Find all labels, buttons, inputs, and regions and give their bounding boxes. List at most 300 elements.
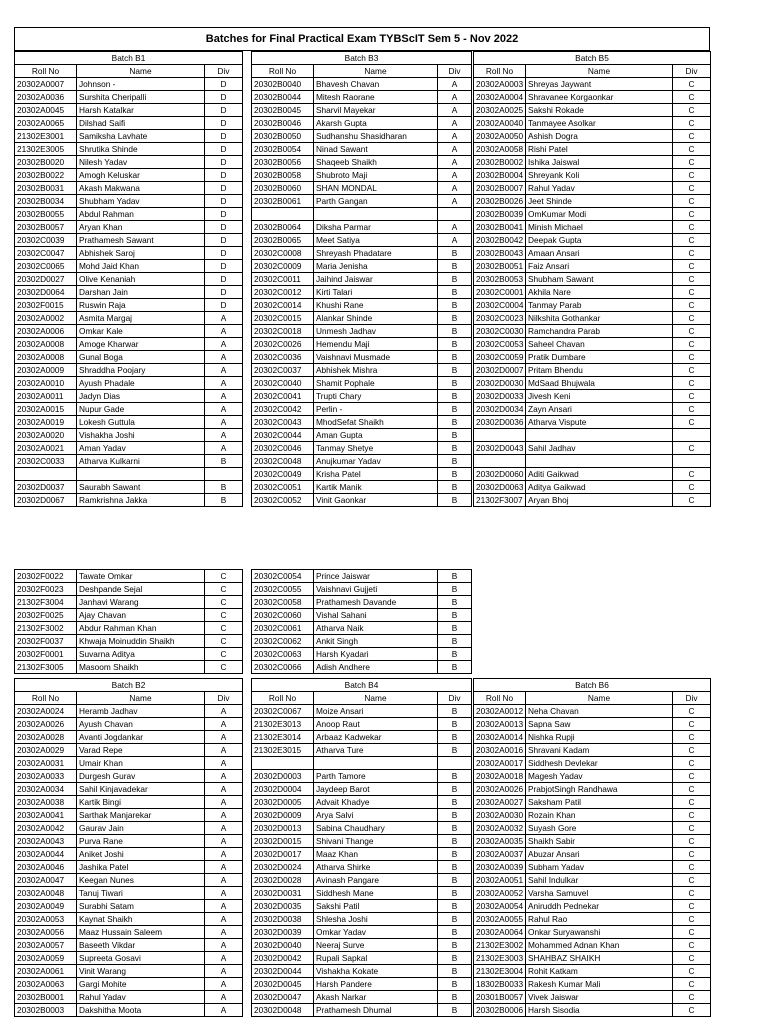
name-cell: Samiksha Lavhate [77, 130, 205, 143]
batch-label: Batch B4 [252, 679, 472, 692]
roll-no-cell: 20302B0006 [474, 1004, 526, 1017]
table-row [15, 661, 243, 674]
div-cell: C [673, 796, 711, 809]
roll-no-cell: 20302C0009 [252, 260, 314, 273]
table-row [15, 609, 243, 622]
roll-no-cell: 20302F0015 [15, 299, 77, 312]
table-row [474, 377, 711, 390]
table-row [15, 648, 243, 661]
roll-no-cell: 20302C0041 [252, 390, 314, 403]
div-cell: C [673, 991, 711, 1004]
name-cell: Sakshi Rokade [526, 104, 673, 117]
name-cell: Abhishek Mishra [314, 364, 438, 377]
name-cell: Aditya Gaikwad [526, 481, 673, 494]
table-row [474, 705, 711, 718]
roll-no-cell: 20302C0044 [252, 429, 314, 442]
table-row [474, 926, 711, 939]
name-cell: Harsh Kyadari [314, 648, 438, 661]
div-cell: A [205, 926, 243, 939]
column-header-row [252, 65, 472, 78]
name-cell: Abuzar Ansari [526, 848, 673, 861]
div-cell: C [673, 965, 711, 978]
table-row [15, 182, 243, 195]
roll-no-cell: 20302A0020 [15, 429, 77, 442]
div-cell: A [205, 809, 243, 822]
table-row [15, 783, 243, 796]
name-cell: Shlesha Joshi [314, 913, 438, 926]
name-cell: Nilkshita Gothankar [526, 312, 673, 325]
name-cell: Aryan Bhoj [526, 494, 673, 507]
table-row [252, 195, 472, 208]
document-title: Batches for Final Practical Exam TYBScIT Sem 5 - Nov 2022 [14, 27, 710, 51]
table-row [474, 442, 711, 455]
name-cell: Mohammed Adnan Khan [526, 939, 673, 952]
div-cell: A [205, 770, 243, 783]
roll-no-cell: 21302E3001 [15, 130, 77, 143]
name-cell: Supreeta Gosavi [77, 952, 205, 965]
table-row [15, 913, 243, 926]
div-cell [438, 208, 472, 221]
div-cell: A [205, 416, 243, 429]
table-row [252, 143, 472, 156]
name-cell: Kartik Manik [314, 481, 438, 494]
name-cell: Parth Tamore [314, 770, 438, 783]
table-row [474, 403, 711, 416]
div-cell: B [438, 900, 472, 913]
name-cell: SHAN MONDAL [314, 182, 438, 195]
table-row [252, 648, 472, 661]
table-row [252, 182, 472, 195]
table-row [15, 939, 243, 952]
roll-no-cell: 20302B0040 [252, 78, 314, 91]
name-cell: Diksha Parmar [314, 221, 438, 234]
div-cell: B [438, 570, 472, 583]
roll-no-cell: 20302C0004 [474, 299, 526, 312]
column-header-row [15, 692, 243, 705]
div-cell: C [673, 403, 711, 416]
name-cell: Rupali Sapkal [314, 952, 438, 965]
div-cell: B [438, 783, 472, 796]
name-cell: Vaishnavi Musmade [314, 351, 438, 364]
name-cell: Prince Jaiswar [314, 570, 438, 583]
batch-label-row [474, 52, 711, 65]
roll-no-cell: 20302C0023 [474, 312, 526, 325]
roll-no-cell: 20302D0013 [252, 822, 314, 835]
name-header: Name [526, 692, 673, 705]
roll-no-cell: 21302F3005 [15, 661, 77, 674]
roll-no-cell: 20302C0039 [15, 234, 77, 247]
name-cell: Harsh Sisodia [526, 1004, 673, 1017]
table-row [474, 143, 711, 156]
name-cell: Sapna Saw [526, 718, 673, 731]
div-cell: A [438, 143, 472, 156]
table-row [474, 429, 711, 442]
name-cell: Vinit Gaonkar [314, 494, 438, 507]
table-row [252, 965, 472, 978]
name-cell: Prathamesh Sawant [77, 234, 205, 247]
roll-no-cell: 20302B0060 [252, 182, 314, 195]
div-cell: C [673, 338, 711, 351]
name-cell: Baseeth Vikdar [77, 939, 205, 952]
name-cell: Mitesh Raorane [314, 91, 438, 104]
name-cell: Amoge Kharwar [77, 338, 205, 351]
div-cell: C [673, 887, 711, 900]
div-cell: C [673, 156, 711, 169]
name-cell: Atharva Vispute [526, 416, 673, 429]
table-row [474, 156, 711, 169]
roll-no-cell: 20302A0036 [15, 91, 77, 104]
div-cell: B [438, 965, 472, 978]
table-row [15, 169, 243, 182]
name-cell: Arbaaz Kadwekar [314, 731, 438, 744]
roll-no-cell [252, 757, 314, 770]
table-row [15, 273, 243, 286]
roll-no-cell: 20302B0051 [474, 260, 526, 273]
name-cell: Rahul Yadav [77, 991, 205, 1004]
name-cell: Shubroto Maji [314, 169, 438, 182]
roll-no-cell: 20302B0050 [252, 130, 314, 143]
roll-no-cell: 20302A0025 [474, 104, 526, 117]
table-row [474, 874, 711, 887]
roll-no-cell: 20302C0059 [474, 351, 526, 364]
roll-no-cell: 20302A0008 [15, 338, 77, 351]
table-row [15, 900, 243, 913]
name-cell [77, 468, 205, 481]
div-cell: D [205, 91, 243, 104]
name-cell: Minish Michael [526, 221, 673, 234]
name-cell: Sabina Chaudhary [314, 822, 438, 835]
table-row [15, 952, 243, 965]
name-cell: Aditi Gaikwad [526, 468, 673, 481]
table-row [474, 796, 711, 809]
roll-no-cell: 20302B0034 [15, 195, 77, 208]
name-cell: Tawate Omkar [77, 570, 205, 583]
roll-no-cell: 21302E3005 [15, 143, 77, 156]
name-cell: Vishal Sahani [314, 609, 438, 622]
table-row [15, 325, 243, 338]
div-cell: C [673, 744, 711, 757]
div-cell: C [673, 182, 711, 195]
roll-no-cell: 20302D0060 [474, 468, 526, 481]
div-cell: B [438, 835, 472, 848]
table-row [252, 429, 472, 442]
div-cell: B [438, 887, 472, 900]
table-row [15, 455, 243, 468]
name-cell: Ramchandra Parab [526, 325, 673, 338]
roll-no-cell: 20302C0053 [474, 338, 526, 351]
table-row [474, 260, 711, 273]
table-row [474, 900, 711, 913]
div-cell: B [438, 377, 472, 390]
roll-no-cell: 20302A0045 [15, 104, 77, 117]
table-row [252, 913, 472, 926]
name-cell: Nishka Rupji [526, 731, 673, 744]
roll-no-cell: 18302B0033 [474, 978, 526, 991]
div-cell: D [205, 182, 243, 195]
table-row [15, 143, 243, 156]
roll-no-cell: 20302A0026 [15, 718, 77, 731]
name-cell: Sharvil Mayekar [314, 104, 438, 117]
div-cell: D [205, 260, 243, 273]
table-row [15, 468, 243, 481]
table-row [15, 635, 243, 648]
name-cell: Parth Gangan [314, 195, 438, 208]
roll-no-cell: 20302A0040 [474, 117, 526, 130]
table-row [474, 952, 711, 965]
div-cell: D [205, 286, 243, 299]
div-cell: D [205, 247, 243, 260]
roll-no-cell: 20302A0028 [15, 731, 77, 744]
div-cell: A [205, 442, 243, 455]
roll-no-cell: 20302B0003 [15, 1004, 77, 1017]
roll-no-cell: 20302B0045 [252, 104, 314, 117]
name-cell: Ashish Dogra [526, 130, 673, 143]
table-row [252, 796, 472, 809]
name-cell: Neha Chavan [526, 705, 673, 718]
div-cell: B [438, 978, 472, 991]
table-row [15, 481, 243, 494]
div-cell: D [205, 104, 243, 117]
roll-no-cell: 20302C0054 [252, 570, 314, 583]
name-cell: Kirti Talari [314, 286, 438, 299]
roll-no-cell: 20302A0041 [15, 809, 77, 822]
div-cell: A [438, 182, 472, 195]
table-row [15, 835, 243, 848]
roll-no-cell: 20302B0056 [252, 156, 314, 169]
roll-no-cell: 20302A0019 [15, 416, 77, 429]
table-row [474, 913, 711, 926]
name-cell: Gaurav Jain [77, 822, 205, 835]
div-cell: C [673, 104, 711, 117]
table-row [252, 481, 472, 494]
name-cell: Janhavi Warang [77, 596, 205, 609]
div-cell: C [673, 809, 711, 822]
name-cell: Nilesh Yadav [77, 156, 205, 169]
roll-no-cell: 20302C0067 [252, 705, 314, 718]
div-cell: C [673, 731, 711, 744]
roll-no-cell: 20302C0026 [252, 338, 314, 351]
batch-label-row [15, 52, 243, 65]
roll-no-cell: 20302B0022 [15, 169, 77, 182]
batch-label-row [252, 679, 472, 692]
name-cell: Siddhesh Devlekar [526, 757, 673, 770]
table-row [474, 117, 711, 130]
div-cell: B [438, 913, 472, 926]
roll-no-cell: 20302D0044 [252, 965, 314, 978]
table-row [252, 952, 472, 965]
div-cell: A [205, 796, 243, 809]
roll-no-cell: 20302B0065 [252, 234, 314, 247]
roll-no-cell: 20302A0053 [15, 913, 77, 926]
name-cell: Rohit Katkam [526, 965, 673, 978]
roll-no-cell: 20302A0046 [15, 861, 77, 874]
table-row [474, 78, 711, 91]
roll-no-cell: 20302A0006 [15, 325, 77, 338]
div-cell: B [438, 247, 472, 260]
name-cell: Ankit Singh [314, 635, 438, 648]
roll-no-cell: 20302A0030 [474, 809, 526, 822]
name-cell: Zayn Ansari [526, 403, 673, 416]
table-row [15, 104, 243, 117]
div-cell: B [438, 429, 472, 442]
batch-b1-table [14, 51, 243, 507]
div-cell: A [205, 403, 243, 416]
name-cell: Pratik Dumbare [526, 351, 673, 364]
div-cell: C [205, 622, 243, 635]
div-cell: C [673, 221, 711, 234]
name-cell: Dakshitha Moota [77, 1004, 205, 1017]
name-cell: Deepak Gupta [526, 234, 673, 247]
roll-no-cell: 20302C0065 [15, 260, 77, 273]
table-row [474, 234, 711, 247]
name-cell: MhodSefat Shaikh [314, 416, 438, 429]
div-cell: B [205, 481, 243, 494]
table-row [15, 978, 243, 991]
div-cell: B [438, 364, 472, 377]
div-cell: C [673, 416, 711, 429]
roll-no-cell: 20302A0042 [15, 822, 77, 835]
div-cell: B [438, 455, 472, 468]
name-cell: Ishika Jaiswal [526, 156, 673, 169]
div-cell: C [673, 442, 711, 455]
name-cell: Shubham Yadav [77, 195, 205, 208]
name-cell: Deshpande Sejal [77, 583, 205, 596]
div-cell: B [438, 874, 472, 887]
roll-no-cell [474, 429, 526, 442]
div-cell: B [438, 848, 472, 861]
div-cell: C [673, 874, 711, 887]
div-cell: C [673, 835, 711, 848]
roll-no-cell: 20302B0053 [474, 273, 526, 286]
roll-no-header: Roll No [474, 65, 526, 78]
name-cell: Shrutika Shinde [77, 143, 205, 156]
name-cell: Shaqeeb Shaikh [314, 156, 438, 169]
table-row [474, 731, 711, 744]
table-row [474, 208, 711, 221]
name-cell: Lokesh Guttula [77, 416, 205, 429]
roll-no-cell: 20302A0002 [15, 312, 77, 325]
name-cell: Shraddha Poojary [77, 364, 205, 377]
div-cell: C [673, 757, 711, 770]
table-row [474, 887, 711, 900]
table-row [252, 570, 472, 583]
name-cell: Maria Jenisha [314, 260, 438, 273]
roll-no-cell: 20302C0055 [252, 583, 314, 596]
div-header: Div [673, 65, 711, 78]
table-row [252, 661, 472, 674]
div-cell: C [673, 299, 711, 312]
table-row [252, 104, 472, 117]
table-row [474, 494, 711, 507]
div-cell: B [438, 648, 472, 661]
name-header: Name [314, 65, 438, 78]
name-cell: Varsha Samuvel [526, 887, 673, 900]
table-row [15, 848, 243, 861]
table-row [474, 338, 711, 351]
roll-no-cell: 21302E3004 [474, 965, 526, 978]
roll-no-cell: 21302F3004 [15, 596, 77, 609]
table-row [15, 364, 243, 377]
name-cell: Sarthak Manjarekar [77, 809, 205, 822]
name-cell: Jashika Patel [77, 861, 205, 874]
div-cell: D [205, 143, 243, 156]
table-row [252, 442, 472, 455]
roll-no-cell: 20302C0062 [252, 635, 314, 648]
roll-no-cell: 20302A0038 [15, 796, 77, 809]
name-cell: Keegan Nunes [77, 874, 205, 887]
div-cell: B [438, 952, 472, 965]
table-row [15, 377, 243, 390]
div-cell: C [673, 952, 711, 965]
div-cell: C [673, 718, 711, 731]
batch-b4-table [251, 678, 472, 1017]
roll-no-cell: 20302C0061 [252, 622, 314, 635]
roll-no-cell: 20302D0063 [474, 481, 526, 494]
roll-no-cell: 20302F0025 [15, 609, 77, 622]
name-cell: Atharva Naik [314, 622, 438, 635]
table-row [15, 91, 243, 104]
roll-no-cell: 20302A0047 [15, 874, 77, 887]
div-header: Div [205, 692, 243, 705]
table-row [474, 182, 711, 195]
roll-no-cell: 20302A0035 [474, 835, 526, 848]
name-cell: Jaihind Jaiswar [314, 273, 438, 286]
div-cell: B [438, 481, 472, 494]
div-cell: B [438, 796, 472, 809]
roll-no-cell: 21302E3014 [252, 731, 314, 744]
table-row [474, 455, 711, 468]
table-row [15, 299, 243, 312]
div-cell: D [205, 234, 243, 247]
name-cell [314, 208, 438, 221]
roll-no-cell: 20302A0039 [474, 861, 526, 874]
div-cell: A [205, 952, 243, 965]
name-cell: Jaydeep Barot [314, 783, 438, 796]
table-row [15, 351, 243, 364]
div-cell: D [205, 156, 243, 169]
name-cell: Alankar Shinde [314, 312, 438, 325]
name-cell: Umair Khan [77, 757, 205, 770]
roll-no-cell: 20302D0039 [252, 926, 314, 939]
div-cell: A [205, 377, 243, 390]
roll-no-cell: 20302A0003 [474, 78, 526, 91]
div-cell: A [438, 117, 472, 130]
table-row [15, 887, 243, 900]
div-cell: B [438, 661, 472, 674]
roll-no-cell: 20302B0054 [252, 143, 314, 156]
batch-b5-table [473, 51, 711, 507]
roll-no-cell: 20302C0042 [252, 403, 314, 416]
table-row [252, 338, 472, 351]
name-header: Name [314, 692, 438, 705]
name-cell: Ramkrishna Jakka [77, 494, 205, 507]
name-cell: Akash Makwana [77, 182, 205, 195]
table-row [474, 221, 711, 234]
name-cell: Arya Salvi [314, 809, 438, 822]
table-row [15, 991, 243, 1004]
name-cell: Shreyas Jaywant [526, 78, 673, 91]
table-row [252, 351, 472, 364]
roll-no-cell: 20302B0055 [15, 208, 77, 221]
div-cell: B [438, 718, 472, 731]
div-cell: C [673, 117, 711, 130]
name-cell: Khushi Rane [314, 299, 438, 312]
name-cell: Suvarna Aditya [77, 648, 205, 661]
name-cell: PrabjotSingh Randhawa [526, 783, 673, 796]
div-cell: B [438, 926, 472, 939]
name-cell: Vivek Jaiswar [526, 991, 673, 1004]
table-row [474, 104, 711, 117]
